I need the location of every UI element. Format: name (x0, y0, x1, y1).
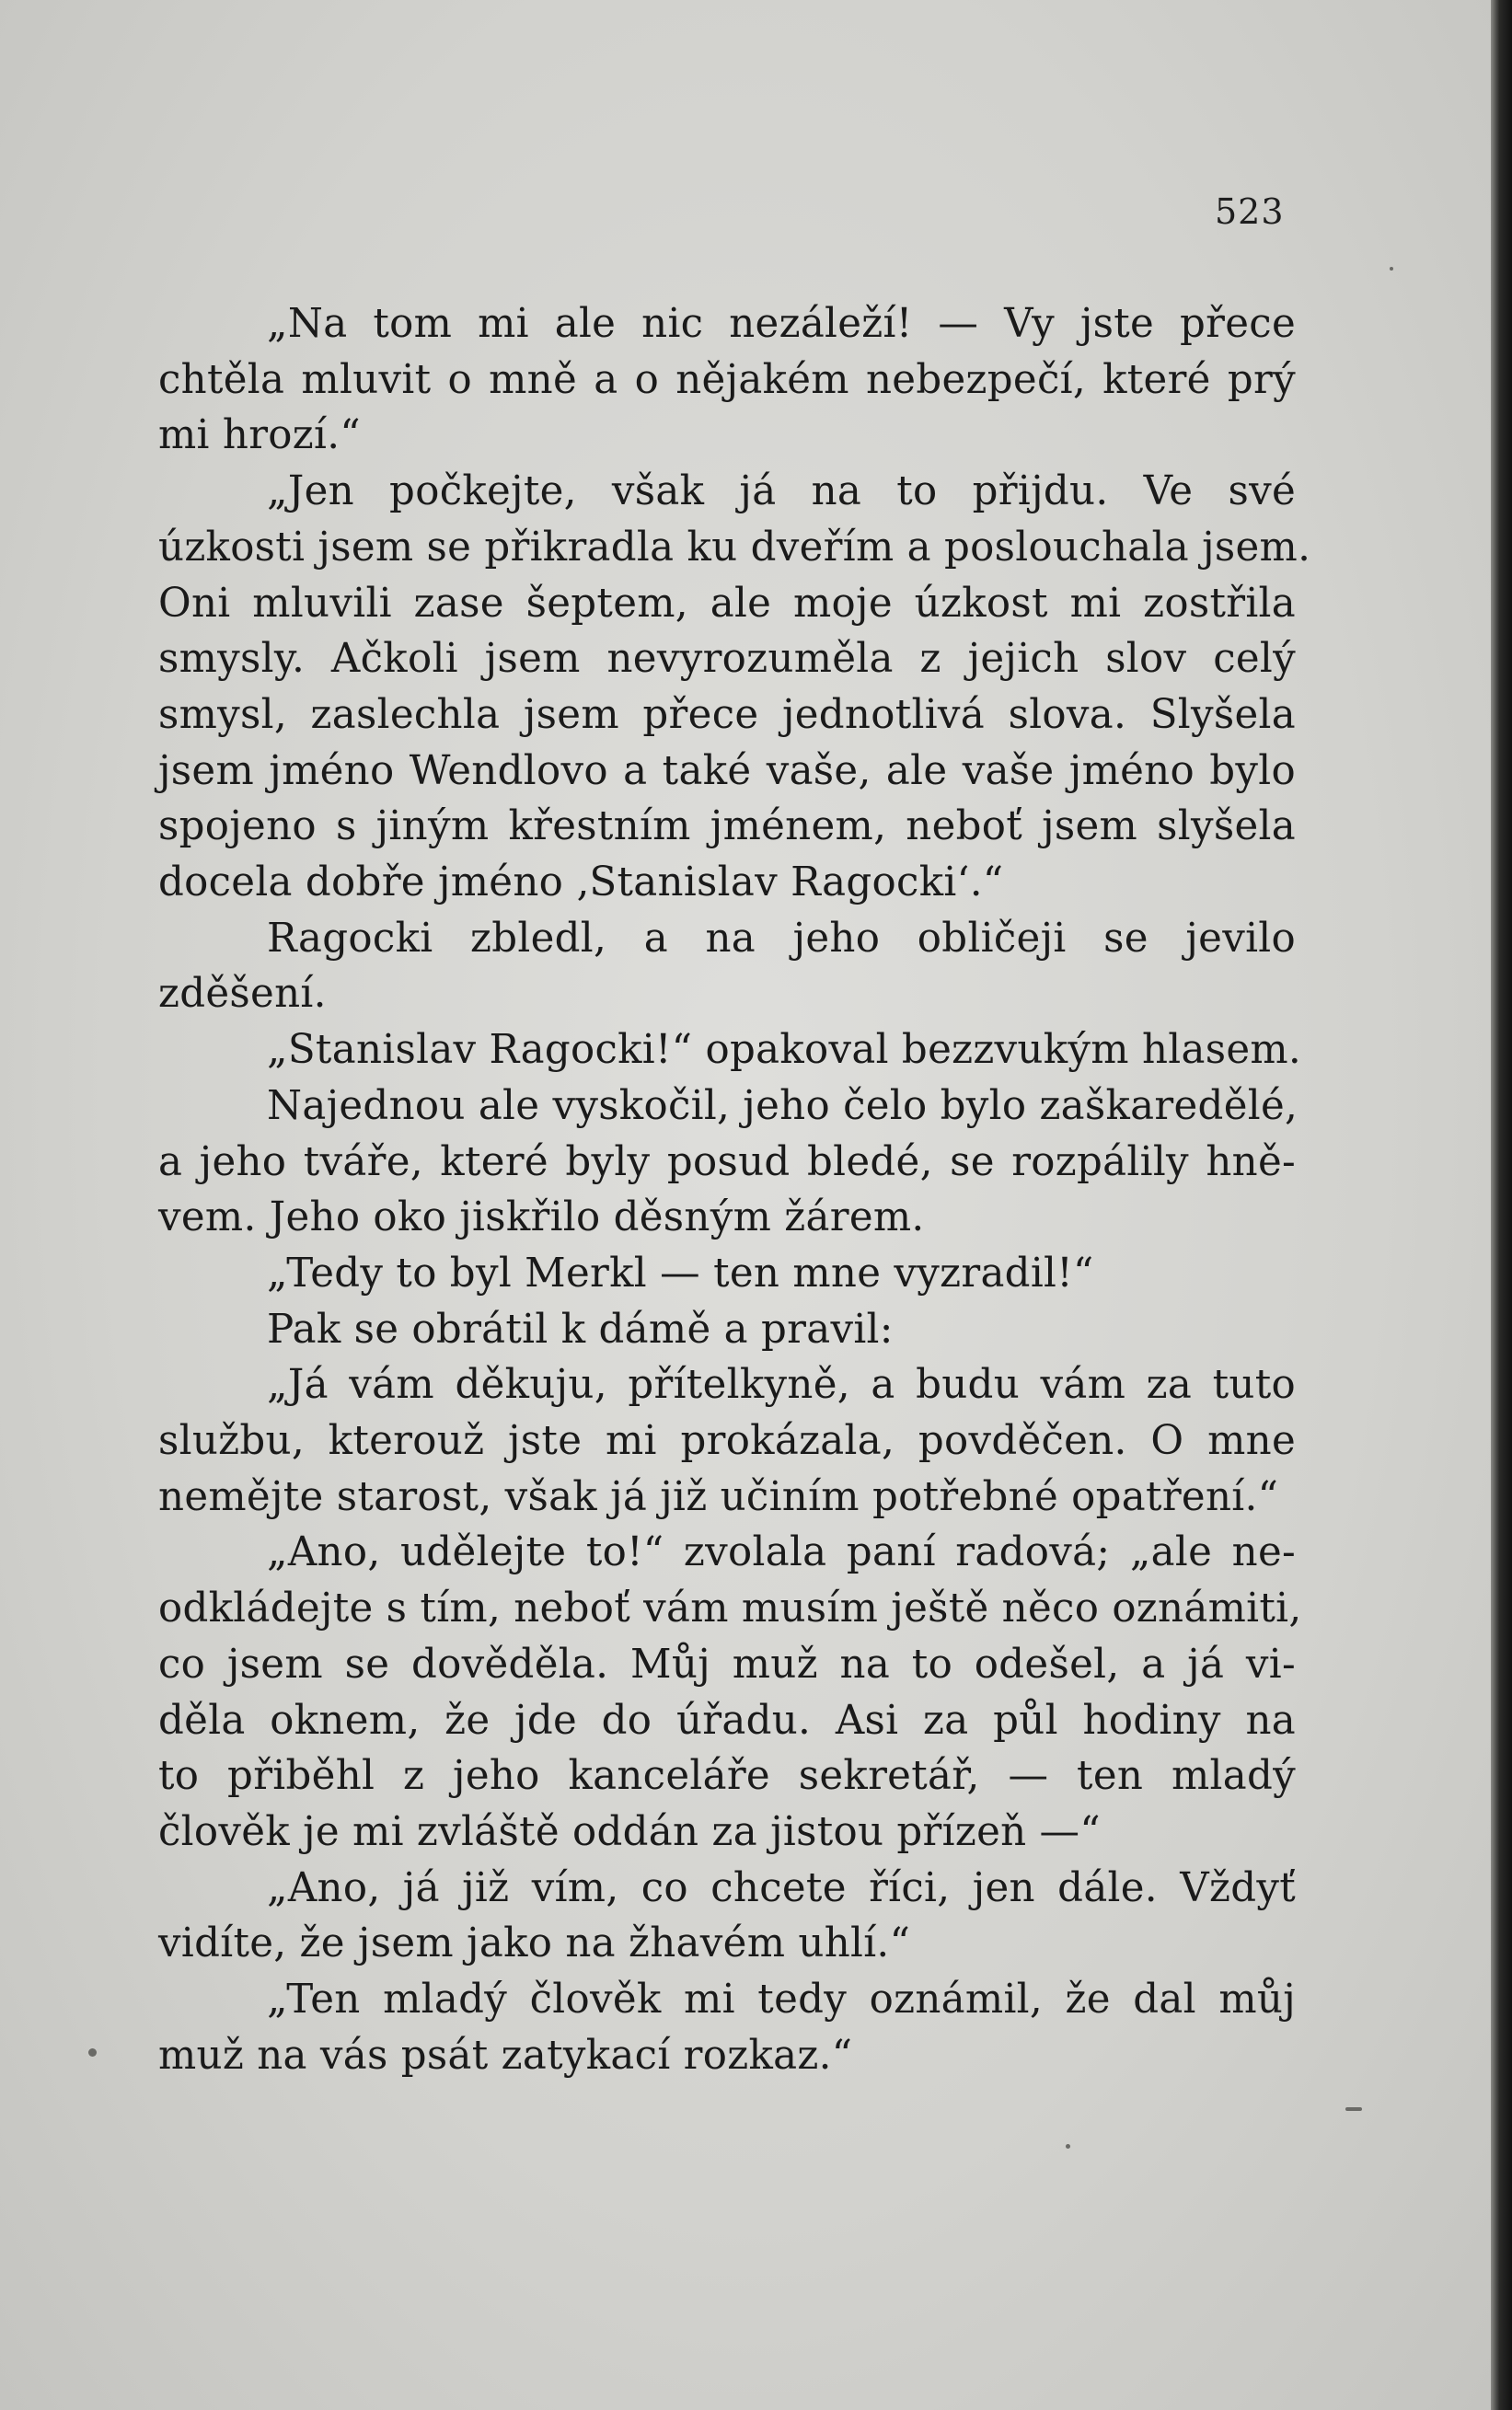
text-line: Pak se obrátil k dámě a pravil: (267, 1306, 894, 1353)
text-line: „Na tom mi ale nic nezáleží! — Vy jste přece (267, 301, 1296, 347)
text-line: odkládejte s tím, neboť vám musím ještě něco oznámiti, (158, 1586, 1302, 1632)
text-line: „Ano, já již vím, co chcete říci, jen dále. Vždyť (267, 1864, 1296, 1911)
book-spine-edge (1491, 0, 1512, 2410)
text-line: „Tedy to byl Merkl — ten mne vyzradil!“ (267, 1250, 1094, 1297)
text-line: „Jen počkejte, však já na to přijdu. Ve své (267, 468, 1296, 515)
text-line: to přiběhl z jeho kanceláře sekretář, — ten mladý (158, 1753, 1296, 1800)
text-line: jsem jméno Wendlovo a také vaše, ale vaše jméno bylo (158, 747, 1296, 794)
ink-speck (1066, 2144, 1070, 2149)
text-line: a jeho tváře, které byly posud bledé, se rozpálily hně- (158, 1138, 1296, 1185)
ink-speck (88, 2048, 97, 2057)
ink-speck (1345, 2107, 1362, 2111)
text-line: člověk je mi zvláště oddán za jistou přízeň —“ (158, 1808, 1101, 1855)
text-line: docela dobře jméno ‚Stanislav Ragocki‘.“ (158, 859, 1004, 906)
text-line: „Ano, udělejte to!“ zvolala paní radová; „ale ne- (267, 1529, 1296, 1576)
text-line: mi hrozí.“ (158, 412, 361, 459)
text-line: chtěla mluvit o mně a o nějakém nebezpečí, které prý (158, 356, 1296, 403)
text-line: spojeno s jiným křestním jménem, neboť jsem slyšela (158, 803, 1296, 850)
text-line: službu, kterouž jste mi prokázala, povděčen. O mne (158, 1418, 1296, 1465)
text-line: Najednou ale vyskočil, jeho čelo bylo zaškaredělé, (267, 1082, 1298, 1129)
text-line: Oni mluvili zase šeptem, ale moje úzkost mi zostřila (158, 580, 1296, 627)
text-line: smysl, zaslechla jsem přece jednotlivá slova. Slyšela (158, 691, 1296, 738)
text-line: „Ten mladý člověk mi tedy oznámil, že dal můj (267, 1977, 1296, 2024)
text-line: Ragocki zbledl, a na jeho obličeji se jevilo (267, 915, 1296, 962)
text-line: smysly. Ačkoli jsem nevyrozuměla z jejich slov celý (158, 636, 1296, 683)
text-line: „Stanislav Ragocki!“ opakoval bezzvukým hlasem. (267, 1027, 1302, 1074)
text-line: děla oknem, že jde do úřadu. Asi za půl hodiny na (158, 1697, 1296, 1744)
text-line: nemějte starost, však já již učiním potřebné opatření.“ (158, 1473, 1279, 1520)
text-line: vem. Jeho oko jiskřilo děsným žárem. (158, 1194, 925, 1241)
text-line: vidíte, že jsem jako na žhavém uhlí.“ (158, 1920, 911, 1967)
text-line: úzkosti jsem se přikradla ku dveřím a poslouchala jsem. (158, 524, 1311, 571)
text-line: muž na vás psát zatykací rozkaz.“ (158, 2032, 853, 2079)
page-number: 523 (1215, 191, 1285, 232)
text-line: zděšení. (158, 971, 327, 1018)
text-line: co jsem se dověděla. Můj muž na to odešel, a já vi- (158, 1641, 1296, 1688)
ink-speck (1390, 267, 1393, 271)
text-line: „Já vám děkuju, přítelkyně, a budu vám za tuto (267, 1362, 1296, 1409)
body-text (158, 296, 1311, 2084)
